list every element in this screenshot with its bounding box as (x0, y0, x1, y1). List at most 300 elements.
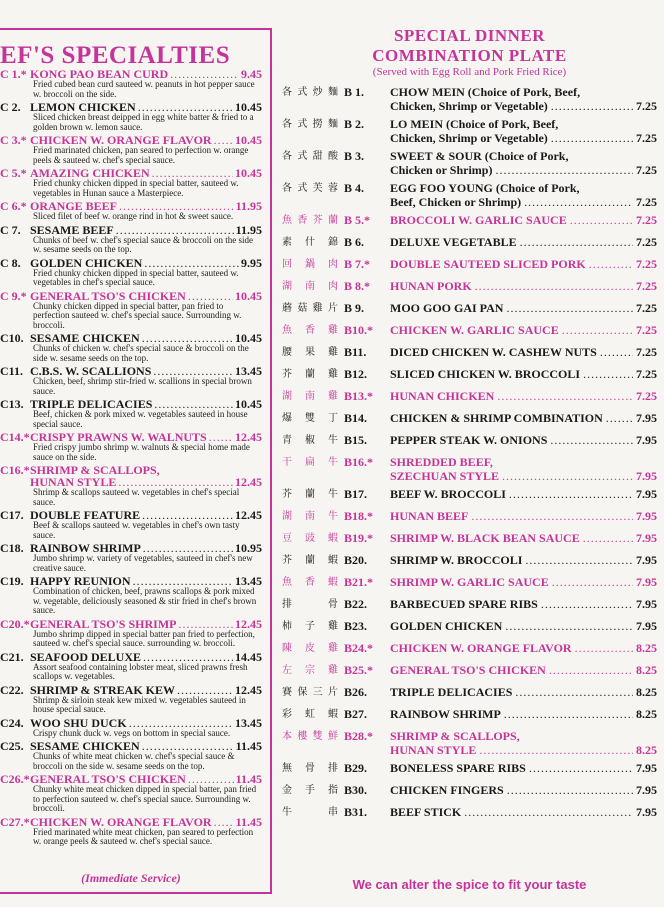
item-body (390, 118, 657, 145)
item-price: 12.45 (235, 682, 262, 697)
item-code: B11. (344, 345, 367, 359)
item-chinese-name: 排骨 (282, 599, 338, 610)
item-description: Beef & scallops sauteed w. vegetables in chef's own tasty sauce. (33, 520, 240, 540)
item-name: Chicken, Shrimp or Vegetable) (390, 98, 548, 113)
combo-item (282, 806, 657, 820)
leader-dots (464, 806, 633, 820)
combo-item (282, 302, 657, 316)
item-name: RAINBOW SHRIMP (390, 707, 501, 721)
item-code: C 3.* (0, 133, 27, 147)
leader-dots (600, 346, 633, 360)
item-code: B19.* (344, 531, 374, 545)
item-name: WOO SHU DUCK (30, 715, 127, 730)
menu-item-row (0, 618, 262, 630)
combo-item (282, 324, 657, 338)
item-price: 7.25 (636, 257, 657, 271)
item-price: 7.95 (636, 783, 657, 797)
leader-dots (606, 412, 633, 426)
item-name: DELUXE VEGETABLE (390, 235, 517, 249)
combination-title-line1: SPECIAL DINNER (393, 26, 546, 45)
item-name: AMAZING CHICKEN (30, 166, 150, 180)
item-chinese-name: 蘑菇雞片 (282, 303, 338, 314)
item-line (390, 620, 657, 634)
item-chinese-name: 陳皮雞 (282, 643, 338, 654)
item-name: SESAME CHICKEN (30, 739, 140, 753)
item-name: CRISPY PRAWNS W. WALNUTS (30, 430, 207, 444)
item-description: Sliced chicken breast deipped in egg white batter & fried to a golden brown w. lemon sauce. (33, 112, 254, 132)
item-price: 8.25 (636, 742, 657, 757)
item-chinese-name: 各式炒麵 (282, 87, 338, 98)
combo-item (282, 236, 657, 250)
leader-dots (552, 576, 633, 590)
item-code: C26.* (0, 772, 30, 786)
item-name: CHICKEN FINGERS (390, 783, 504, 797)
combo-item (282, 708, 657, 722)
item-line (390, 214, 657, 228)
item-body (390, 806, 657, 820)
item-name: PEPPER STEAK W. ONIONS (390, 433, 548, 447)
item-chinese-name: 各式甜酸 (282, 151, 338, 162)
item-chinese-name: 湖南牛 (282, 511, 338, 522)
item-price: 10.45 (235, 100, 262, 114)
item-body (390, 554, 657, 568)
item-price: 11.45 (235, 772, 262, 786)
item-line (390, 744, 657, 758)
item-name: HUNAN STYLE (390, 742, 477, 757)
item-name: GENERAL TSO'S CHICKEN (390, 663, 546, 677)
combo-item (282, 730, 657, 757)
item-name: CHICKEN W. ORANGE FLAVOR (30, 133, 212, 147)
leader-dots (589, 258, 633, 272)
item-chinese-name: 湖南雞 (282, 391, 338, 402)
menu-item (0, 542, 262, 573)
item-chinese-name: 柿子雞 (282, 621, 338, 632)
menu-item (0, 618, 262, 649)
item-line (390, 686, 657, 700)
item-body (390, 280, 657, 294)
item-name: SHRIMP & SCALLOPS, (30, 463, 160, 477)
item-price: 7.95 (636, 487, 657, 501)
item-line (390, 730, 657, 744)
item-price: 7.95 (636, 619, 657, 633)
item-name: BEEF W. BROCCOLI (390, 487, 506, 501)
item-chinese-name: 芥蘭雞 (282, 369, 338, 380)
combo-item (282, 488, 657, 502)
menu-item (0, 200, 262, 222)
leader-dots (502, 470, 633, 484)
item-code: C 8. (0, 255, 21, 270)
leader-dots (551, 100, 633, 114)
item-body (390, 302, 657, 316)
item-name: EGG FOO YOUNG (Choice of Pork, (390, 181, 580, 195)
item-code: B16.* (344, 455, 374, 469)
item-body (390, 434, 657, 448)
leader-dots (529, 762, 633, 776)
item-price: 7.95 (636, 575, 657, 589)
item-name: CHICKEN W. GARLIC SAUCE (390, 323, 559, 337)
item-description: Jumbo shrimp w. variety of vegetables, sauteed in chef's new creative sauce. (33, 553, 253, 573)
item-body (390, 664, 657, 678)
leader-dots (509, 488, 633, 502)
leader-dots (507, 784, 633, 798)
item-code: C16.* (0, 463, 30, 477)
item-body (390, 150, 657, 177)
item-chinese-name: 魚香蝦 (282, 577, 338, 588)
item-name: DICED CHICKEN W. CASHEW NUTS (390, 345, 597, 359)
menu-item (0, 257, 262, 288)
item-line (390, 100, 657, 114)
leader-dots (495, 164, 633, 178)
menu-item (0, 224, 262, 255)
item-chinese-name: 素什錦 (282, 237, 338, 248)
item-name: GENERAL TSO'S SHRIMP (30, 616, 177, 631)
item-line (390, 576, 657, 590)
item-code: B23. (344, 619, 368, 633)
item-price: 12.45 (235, 430, 262, 444)
item-name: GOLDEN CHICKEN (30, 255, 143, 270)
combo-item (282, 532, 657, 546)
combo-item (282, 434, 657, 448)
item-description: Assort seafood containing lobster meat, sliced prawns fresh scallops w. vegetables. (33, 661, 248, 681)
item-name: GOLDEN CHICKEN (390, 619, 503, 633)
item-description: Chunks of white meat chicken w. chef's special sauce & broccoli on the side w. sesame seeds on the top. (33, 751, 235, 771)
item-chinese-name: 左宗雞 (282, 665, 338, 676)
item-price: 13.45 (235, 715, 262, 730)
item-name: SESAME CHICKEN (30, 331, 140, 345)
item-body (390, 182, 657, 209)
item-code: B28.* (344, 729, 374, 743)
item-name: SLICED CHICKEN W. BROCCOLI (390, 367, 581, 381)
item-code: C10. (0, 331, 24, 345)
item-chinese-name: 魚香芥蘭 (282, 215, 338, 226)
item-name: HUNAN BEEF (390, 509, 469, 523)
item-code: B 9. (344, 301, 365, 315)
item-line (390, 196, 657, 210)
leader-dots (177, 684, 233, 696)
item-name: HAPPY REUNION (30, 574, 131, 588)
item-name: CHICKEN & SHRIMP COMBINATION (390, 411, 603, 425)
item-price: 7.95 (636, 433, 657, 447)
item-chinese-name: 爆雙丁 (282, 413, 338, 424)
menu-item (0, 101, 262, 132)
item-code: B22. (344, 597, 368, 611)
combination-plate-panel (282, 0, 657, 907)
combination-list (282, 86, 657, 828)
item-description: Combination of chicken, beef, prawns scallops & pork mixed w. vegetable, deliciously seasoned & stir fried in chef's brown sauce. (33, 586, 257, 615)
leader-dots (129, 717, 233, 729)
item-name: TRIPLE DELICACIES (30, 397, 153, 411)
menu-item (0, 167, 262, 198)
item-description: Chicken, beef, shrimp stir-fried w. scallions in special brown sauce. (33, 376, 252, 396)
item-code: B 1. (344, 85, 365, 99)
item-code: C 2. (0, 100, 21, 114)
item-chinese-name: 無骨排 (282, 763, 338, 774)
leader-dots (504, 708, 633, 722)
item-price: 12.45 (235, 508, 262, 522)
item-code: B21.* (344, 575, 374, 589)
item-code: B15. (344, 433, 368, 447)
item-code: C17. (0, 508, 24, 522)
item-body (390, 532, 657, 546)
leader-dots (520, 236, 633, 250)
item-price: 7.95 (636, 553, 657, 567)
item-price: 10.45 (235, 288, 262, 303)
item-chinese-name: 魚香雞 (282, 325, 338, 336)
item-code: B 2. (344, 117, 365, 131)
item-price: 11.95 (235, 222, 262, 237)
item-price: 7.95 (636, 761, 657, 775)
item-name: KONG PAO BEAN CURD (30, 67, 169, 81)
item-name: SESAME BEEF (30, 222, 114, 237)
item-body (390, 258, 657, 272)
leader-dots (475, 280, 633, 294)
item-name: SHREDDED BEEF, (390, 455, 493, 469)
item-price: 7.25 (636, 162, 657, 177)
item-line (390, 708, 657, 722)
item-name: BROCCOLI W. GARLIC SAUCE (390, 213, 567, 227)
item-price: 7.25 (636, 235, 657, 249)
item-code: B 5.* (344, 213, 371, 227)
item-code: B17. (344, 487, 368, 501)
item-body (390, 686, 657, 700)
item-chinese-name: 湖南肉 (282, 281, 338, 292)
item-description: Fried chunky chicken dipped in special batter, sauteed w. vegetables in chef's special sauce. (33, 267, 239, 287)
combination-subtitle: (Served with Egg Roll and Pork Fried Rice) (372, 66, 567, 78)
item-description: Fried marinated white meat chicken, pan seared to perfection w. orange peels & sauteed w. chef's special sauce. (33, 826, 254, 846)
item-body (390, 346, 657, 360)
combo-item (282, 762, 657, 776)
leader-dots (549, 664, 633, 678)
item-body (390, 236, 657, 250)
menu-item-row (0, 257, 262, 269)
item-chinese-name: 牛串 (282, 807, 338, 818)
item-price: 7.25 (636, 279, 657, 293)
menu-item (0, 575, 262, 616)
item-code: B13.* (344, 389, 374, 403)
menu-item (0, 816, 262, 847)
item-line (390, 554, 657, 568)
item-price: 7.95 (636, 468, 657, 483)
item-code: C 1.* (0, 67, 27, 81)
item-name: RAINBOW SHRIMP (30, 541, 141, 555)
item-chinese-name: 金手指 (282, 785, 338, 796)
item-code: B25.* (344, 663, 374, 677)
item-price: 7.25 (636, 389, 657, 403)
item-code: B26. (344, 685, 368, 699)
combo-item (282, 368, 657, 382)
item-code: B 7.* (344, 257, 371, 271)
item-code: C18. (0, 541, 24, 555)
item-price: 7.95 (636, 531, 657, 545)
item-price: 8.25 (636, 685, 657, 699)
combo-item (282, 280, 657, 294)
menu-item (0, 717, 262, 739)
item-name: TRIPLE DELICACIES (390, 685, 513, 699)
leader-dots (116, 224, 234, 236)
combo-item (282, 598, 657, 612)
item-chinese-name: 腰果雞 (282, 347, 338, 358)
item-line (390, 784, 657, 798)
item-price: 13.45 (235, 364, 262, 378)
item-body (390, 730, 657, 757)
item-line (390, 598, 657, 612)
leader-dots (144, 257, 239, 269)
item-name: LO MEIN (Choice of Pork, Beef, (390, 117, 559, 131)
item-price: 12.45 (235, 475, 262, 489)
item-body (390, 390, 657, 404)
item-body (390, 642, 657, 656)
item-price: 10.45 (235, 397, 262, 411)
item-line (390, 806, 657, 820)
item-body (390, 598, 657, 612)
item-code: B24.* (344, 641, 374, 655)
item-name: HUNAN PORK (390, 279, 472, 293)
leader-dots (551, 132, 633, 146)
item-line (390, 236, 657, 250)
menu-item (0, 684, 262, 715)
item-code: C 7. (0, 222, 21, 237)
item-description: Fried chunky chicken dipped in special batter, sauteed w. vegetables in Hunan sauce a Masterpiece. (33, 178, 239, 198)
item-line (390, 324, 657, 338)
combo-item (282, 784, 657, 798)
item-chinese-name: 芥蘭蝦 (282, 555, 338, 566)
combo-item (282, 86, 657, 113)
item-code: C14.* (0, 430, 30, 444)
item-name: CHICKEN W. ORANGE FLAVOR (390, 641, 572, 655)
combo-item (282, 456, 657, 483)
item-price: 7.25 (636, 98, 657, 113)
menu-item (0, 431, 262, 462)
item-description: Chunky chicken dipped in special batter, pan fried to perfection sauteed w. chef's special sauce. Surrounding w. broccoli. (33, 300, 242, 330)
item-line (390, 346, 657, 360)
item-description: Fried cubed bean curd sauteed w. peanuts in hot pepper sauce w. broccoli on the side. (33, 79, 255, 99)
item-chinese-name: 各式撈麵 (282, 119, 338, 130)
item-code: B29. (344, 761, 368, 775)
item-code: C13. (0, 397, 24, 411)
item-body (390, 510, 657, 524)
item-price: 10.95 (235, 541, 262, 555)
item-code: C25. (0, 739, 24, 753)
item-chinese-name: 青椒牛 (282, 435, 338, 446)
item-body (390, 214, 657, 228)
item-price: 7.25 (636, 194, 657, 209)
leader-dots (583, 532, 633, 546)
item-price: 9.95 (241, 255, 262, 270)
menu-item-row (0, 651, 262, 663)
item-name-line2: HUNAN STYLE (30, 475, 117, 489)
item-description: Shrimp & sirloin steak kew mixed w. vegetables sauteed in house special sauce. (33, 694, 246, 714)
item-description: Chunks of beef w. chef's special sauce & broccoli on the side w. sesame seeds on the top. (33, 234, 253, 254)
item-name: SEAFOOD DELUXE (30, 649, 142, 664)
combo-item (282, 118, 657, 145)
leader-dots (214, 816, 234, 828)
leader-dots (583, 368, 633, 382)
item-price: 10.45 (235, 331, 262, 345)
item-line (390, 642, 657, 656)
menu-item (0, 290, 262, 331)
item-price: 11.45 (235, 739, 262, 753)
item-code: B18.* (344, 509, 374, 523)
item-code: C 6.* (0, 199, 27, 213)
item-line (390, 470, 657, 484)
chefs-specialties-title: EF'S SPECIALTIES (0, 42, 231, 69)
item-code: C19. (0, 574, 24, 588)
item-description: Crispy chunk duck w. vegs on bottom in special sauce. (33, 727, 231, 738)
item-chinese-name: 芥蘭牛 (282, 489, 338, 500)
item-price: 11.45 (235, 814, 262, 829)
item-code: B20. (344, 553, 368, 567)
item-price: 7.25 (636, 130, 657, 145)
item-name: DOUBLE SAUTEED SLICED PORK (390, 257, 586, 271)
leader-dots (570, 214, 633, 228)
item-name: DOUBLE FEATURE (30, 508, 141, 522)
item-line (390, 150, 657, 164)
item-line (390, 182, 657, 196)
item-price: 11.95 (235, 199, 262, 213)
item-code: B10.* (344, 323, 374, 337)
item-price: 7.25 (636, 345, 657, 359)
item-line (390, 302, 657, 316)
item-price: 10.45 (235, 166, 262, 180)
combo-item (282, 182, 657, 209)
item-code: C 5.* (0, 166, 27, 180)
item-price: 7.25 (636, 323, 657, 337)
item-description: Shrimp & scallops sauteed w. vegetables in chef's special sauce. (33, 487, 240, 507)
item-body (390, 620, 657, 634)
item-price: 10.45 (235, 133, 262, 147)
item-price: 8.25 (636, 707, 657, 721)
item-line (390, 532, 657, 546)
item-description: Sliced filet of beef w. orange rind in hot & sweet sauce. (33, 211, 234, 221)
item-line (390, 762, 657, 776)
leader-dots (506, 302, 633, 316)
item-chinese-name: 豆豉蝦 (282, 533, 338, 544)
item-name: GENERAL TSO'S CHICKEN (30, 288, 186, 303)
item-price: 13.45 (235, 574, 262, 588)
item-price: 7.95 (636, 805, 657, 819)
item-code: C20.* (0, 616, 30, 631)
leader-dots (471, 510, 633, 524)
item-body (390, 412, 657, 426)
item-code: B 4. (344, 181, 365, 195)
leader-dots (562, 324, 633, 338)
item-line (390, 368, 657, 382)
item-code: B12. (344, 367, 368, 381)
item-name: ORANGE BEEF (30, 199, 118, 213)
combo-item (282, 150, 657, 177)
item-name: BEEF STICK (390, 805, 462, 819)
leader-dots (188, 290, 233, 302)
item-line (390, 664, 657, 678)
item-line (390, 488, 657, 502)
item-price: 12.45 (235, 616, 262, 631)
menu-item (0, 740, 262, 771)
menu-item (0, 398, 262, 429)
item-price: 7.95 (636, 411, 657, 425)
item-line (390, 412, 657, 426)
chefs-specialties-list (0, 68, 262, 849)
menu-item (0, 464, 262, 507)
item-description: Beef, chicken & pork mixed w. vegetables sauteed in house special sauce. (33, 409, 248, 429)
item-description: Chunky white meat chicken dipped in special batter, pan fried to perfection sauteed w. chef's special sauce. Surrounding w. broccoli. (33, 784, 257, 813)
item-body (390, 784, 657, 798)
item-name: Beef, Chicken or Shrimp) (390, 194, 522, 209)
item-chinese-name: 彩虹蝦 (282, 709, 338, 720)
item-name: GENERAL TSO'S CHICKEN (30, 772, 186, 786)
combo-item (282, 664, 657, 678)
item-price: 7.25 (636, 367, 657, 381)
item-body (390, 708, 657, 722)
